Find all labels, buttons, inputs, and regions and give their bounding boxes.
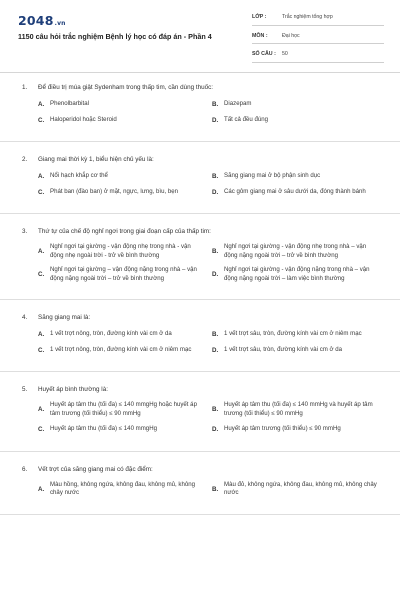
document-header xyxy=(0,0,400,72)
option-text: 1 vết trợt sâu, tròn, đường kính vài cm ở niêm mạc xyxy=(224,330,362,338)
question-stem xyxy=(22,462,386,474)
option-text: Nghỉ ngơi tại giường - vận động nặng trong nhà – vận động nặng ngoài trời – làm việc bình thường xyxy=(224,266,370,282)
option-text: Huyết áp tâm thu (tối đa) ≤ 140 mmgHg hoặc huyết áp tâm trương (tối thiểu) ≤ 90 mmHg xyxy=(50,401,197,417)
option-d[interactable] xyxy=(212,425,386,435)
option-letter: B. xyxy=(212,485,219,493)
option-c[interactable] xyxy=(38,266,212,283)
question-item xyxy=(0,382,400,451)
option-a[interactable] xyxy=(38,171,212,181)
question-item xyxy=(0,462,400,515)
option-letter: D. xyxy=(212,188,219,196)
option-letter: B. xyxy=(212,172,219,180)
option-text: Nghỉ ngơi tại giường - vận động nhẹ trong nhà - vận động nhẹ ngoài trời - trở về bình thường xyxy=(50,243,191,259)
option-text: Huyết áp tâm trương (tối thiểu) ≤ 90 mmHg xyxy=(224,425,341,433)
meta-label: SỐ CÂU : xyxy=(252,51,276,58)
question-number: 2. xyxy=(22,156,28,163)
option-b[interactable] xyxy=(212,481,386,498)
question-text: Thứ tự của chế độ nghỉ ngơi trong giai đoạn cấp của thấp tim: xyxy=(38,228,211,235)
question-item xyxy=(0,80,400,142)
question-stem xyxy=(22,152,386,164)
option-text: Diazepam xyxy=(224,99,252,107)
question-stem xyxy=(22,224,386,236)
question-text: Để điều trị múa giật Sydenham trong thấp tim, cần dùng thuốc: xyxy=(38,84,214,91)
option-text: Phát ban (đào ban) ở mặt, ngực, lưng, bìu, bẹn xyxy=(50,187,179,195)
question-stem xyxy=(22,80,386,92)
option-text: Màu hồng, không ngứa, không đau, không mủ, không chảy nước xyxy=(50,480,196,497)
option-letter: B. xyxy=(212,248,219,256)
option-letter: C. xyxy=(38,426,45,434)
option-a[interactable] xyxy=(38,401,212,418)
option-text: 1 vết trợt nông, tròn, đường kính vài cm ở niêm mạc xyxy=(50,346,192,354)
option-letter: A. xyxy=(38,100,45,108)
option-a[interactable] xyxy=(38,243,212,260)
option-letter: B. xyxy=(212,406,219,414)
option-list xyxy=(22,481,386,504)
option-text: Phenolbarbital xyxy=(50,99,89,107)
option-b[interactable] xyxy=(212,329,386,339)
meta-row-count xyxy=(252,47,384,63)
question-stem xyxy=(22,382,386,394)
question-text: Huyết áp bình thường là: xyxy=(38,386,108,394)
question-item xyxy=(0,152,400,214)
option-d[interactable] xyxy=(212,115,386,125)
logo-main: 2048 xyxy=(18,13,54,28)
option-c[interactable] xyxy=(38,425,212,435)
option-text: Các gôm giang mai ở sâu dưới da, đóng thành bánh xyxy=(224,187,366,195)
option-text: Nổi hạch khắp cơ thể xyxy=(50,171,108,179)
option-c[interactable] xyxy=(38,345,212,355)
question-list xyxy=(0,80,400,525)
option-b[interactable] xyxy=(212,243,386,260)
question-number: 5. xyxy=(22,386,28,394)
question-stem xyxy=(22,310,386,322)
option-letter: A. xyxy=(38,485,45,493)
option-d[interactable] xyxy=(212,187,386,197)
option-c[interactable] xyxy=(38,115,212,125)
option-letter: B. xyxy=(212,100,219,108)
question-text: Vết trợt của săng giang mai có đặc điểm: xyxy=(38,465,153,473)
option-letter: B. xyxy=(212,330,219,338)
logo-suffix: .vn xyxy=(54,20,66,27)
option-letter: C. xyxy=(38,346,45,354)
question-item xyxy=(0,310,400,372)
question-number: 3. xyxy=(22,228,28,235)
question-text: Giang mai thời kỳ 1, biểu hiện chủ yếu là: xyxy=(38,156,154,163)
option-b[interactable] xyxy=(212,171,386,181)
option-letter: D. xyxy=(212,116,219,124)
page-title: 1150 câu hỏi trắc nghiệm Bệnh lý học có đáp án - Phần 4 xyxy=(18,32,212,41)
option-d[interactable] xyxy=(212,266,386,283)
option-text: Nghỉ ngơi tại giường – vận động nặng trong nhà – vận động nặng ngoài trời – trở về bình thường xyxy=(50,266,197,282)
option-letter: C. xyxy=(38,271,45,279)
option-letter: D. xyxy=(212,346,219,354)
meta-value: Trắc nghiệm tổng hợp xyxy=(282,14,333,21)
option-text: Haloperidol hoặc Steroid xyxy=(50,115,117,123)
option-letter: D. xyxy=(212,426,219,434)
option-text: Nghỉ ngơi tại giường - vận động nhẹ trong nhà – vận động nặng ngoài trời – trở về bình thường xyxy=(224,243,367,259)
question-text: Săng giang mai là: xyxy=(38,314,91,322)
question-item xyxy=(0,224,400,300)
meta-value: 50 xyxy=(282,51,288,58)
option-letter: A. xyxy=(38,330,45,338)
option-letter: A. xyxy=(38,406,45,414)
option-text: 1 vết trợt nông, tròn, đường kính vài cm ở da xyxy=(50,330,172,338)
meta-row-class xyxy=(252,10,384,26)
option-text: Tất cả đều đúng xyxy=(224,115,269,123)
option-a[interactable] xyxy=(38,329,212,339)
site-logo[interactable] xyxy=(18,13,66,28)
option-text: Huyết áp tâm thu (tối đa) ≤ 140 mmHg và huyết áp tâm trương (tối thiểu) ≤ 90 mmHg xyxy=(224,401,373,417)
option-c[interactable] xyxy=(38,187,212,197)
option-text: Săng giang mai ở bộ phận sinh dục xyxy=(224,171,321,179)
option-list xyxy=(22,99,386,131)
option-list xyxy=(22,243,386,289)
option-d[interactable] xyxy=(212,345,386,355)
option-b[interactable] xyxy=(212,401,386,418)
option-b[interactable] xyxy=(212,99,386,109)
option-list xyxy=(22,401,386,440)
option-text: Huyết áp tâm thu (tối đa) ≤ 140 mmgHg xyxy=(50,425,157,433)
question-number: 4. xyxy=(22,314,28,322)
option-letter: C. xyxy=(38,188,45,196)
option-text: Màu đỏ, không ngứa, không đau, không mủ, không chảy nước xyxy=(224,480,377,497)
question-number: 1. xyxy=(22,84,28,91)
meta-label: MÔN : xyxy=(252,32,268,39)
option-a[interactable] xyxy=(38,99,212,109)
option-list xyxy=(22,329,386,361)
option-text: 1 vết trợt sâu, tròn, đường kính vài cm ở da xyxy=(224,346,343,354)
option-letter: A. xyxy=(38,248,45,256)
header-divider xyxy=(0,72,400,73)
meta-label: LỚP : xyxy=(252,14,267,21)
option-letter: A. xyxy=(38,172,45,180)
meta-value: Đại học xyxy=(282,32,300,39)
option-list xyxy=(22,171,386,203)
option-a[interactable] xyxy=(38,481,212,498)
option-letter: C. xyxy=(38,116,45,124)
meta-info xyxy=(252,10,384,66)
option-letter: D. xyxy=(212,271,219,279)
meta-row-subject xyxy=(252,29,384,45)
question-number: 6. xyxy=(22,465,28,473)
